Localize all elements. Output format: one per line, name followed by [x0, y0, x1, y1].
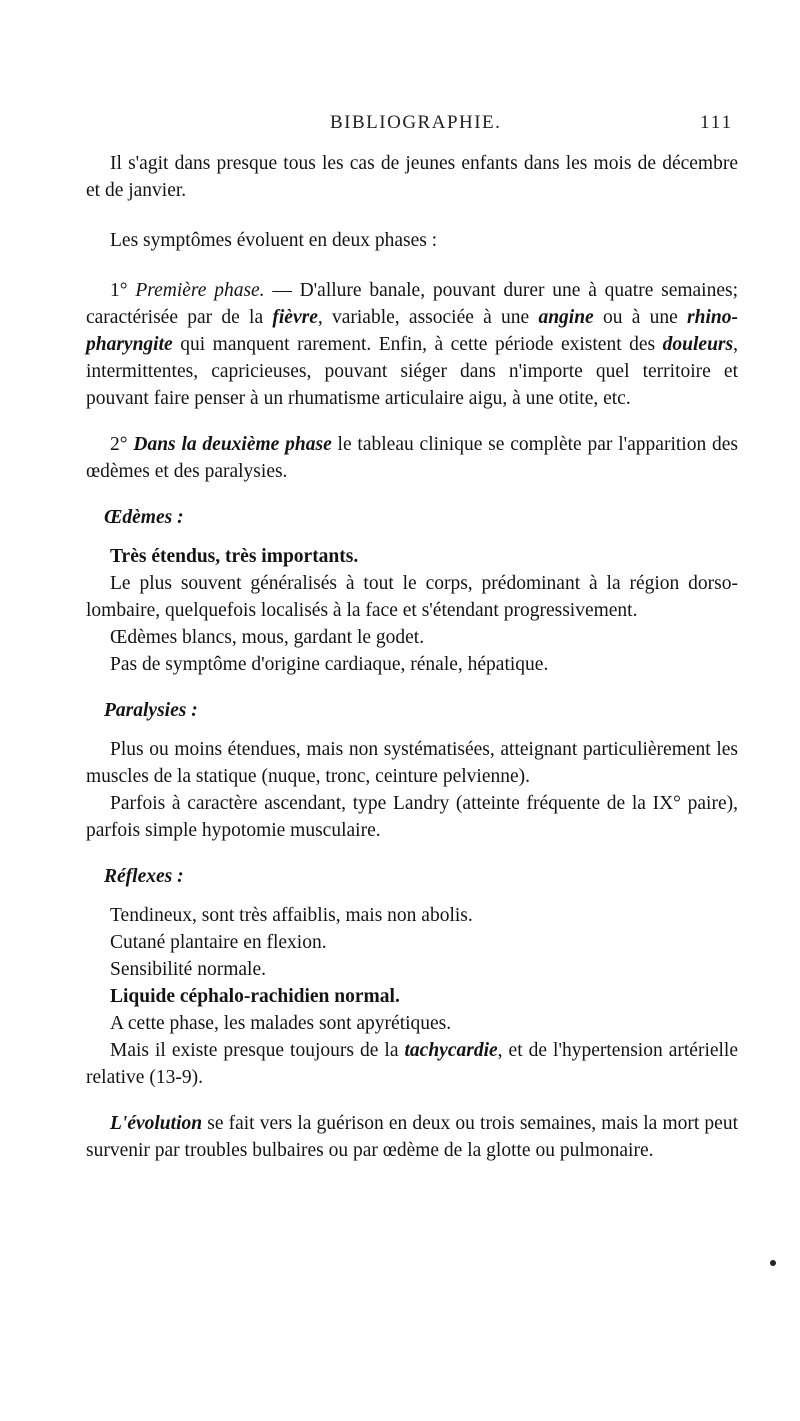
term-tachycardie: tachycardie: [404, 1040, 498, 1061]
evolution-paragraph: [86, 1110, 738, 1164]
phase-one-paragraph: [86, 277, 738, 412]
reflexes-line: Sensibilité normale.: [110, 959, 266, 980]
phase-two-text: le tableau clinique se complète par l'apparition des œdèmes et des paralysies.: [86, 434, 739, 482]
phase-one-text: ou à une: [593, 307, 688, 328]
paralysies-line: Parfois à caractère ascendant, type Landry (atteinte fréquente de la IX° paire), parfois simple hypotomie musculaire.: [86, 793, 738, 841]
page-header: [0, 112, 800, 142]
reflexes-heading: Réflexes :: [104, 866, 184, 887]
reflexes-text: Mais il existe presque toujours de la: [110, 1040, 405, 1061]
oedemes-line: Pas de symptôme d'origine cardiaque, rénale, hépatique.: [110, 654, 549, 675]
reflexes-line: Tendineux, sont très affaiblis, mais non abolis.: [110, 905, 473, 926]
phase-one-text: , variable, associée à une: [317, 307, 539, 328]
oedemes-line: Très étendus, très importants.: [110, 546, 359, 567]
phases-intro: Les symptômes évoluent en deux phases :: [110, 230, 438, 251]
reflexes-text: , et de l'hypertension artérielle relative (13-9).: [86, 1040, 739, 1088]
phase-two-paragraph: [86, 431, 738, 485]
phase-one-text: — D'allure banale, pouvant durer une à quatre semaines; caractérisée par de la: [86, 280, 738, 328]
paralysies-heading: Paralysies :: [104, 700, 198, 721]
reflexes-line: [86, 1037, 738, 1091]
term-fievre: fièvre: [272, 307, 318, 328]
phase-one-label: Première phase.: [135, 280, 265, 301]
term-angine: angine: [538, 307, 594, 328]
margin-mark: [770, 1260, 776, 1266]
term-rhino: rhino-pharyngite: [86, 307, 738, 355]
reflexes-line: Liquide céphalo-rachidien normal.: [110, 986, 400, 1007]
evolution-text: se fait vers la guérison en deux ou trois semaines, mais la mort peut survenir par troubles bulbaires ou par œdème de la glotte ou pulmonaire.: [86, 1113, 738, 1161]
oedemes-line: Le plus souvent généralisés à tout le corps, prédominant à la région dorso-lombaire, quelquefois localisés à la face et s'étendant progressivement.: [86, 573, 738, 621]
evolution-label: L'évolution: [110, 1113, 203, 1134]
paralysies-line: Plus ou moins étendues, mais non systématisées, atteignant particulièrement les muscles de la statique (nuque, tronc, ceinture pelvienne).: [86, 739, 738, 787]
phase-two-label: Dans la deuxième phase: [133, 434, 332, 455]
term-douleurs: douleurs: [662, 334, 734, 355]
phase-one-text: qui manquent rarement. Enfin, à cette période existent des: [172, 334, 663, 355]
intro-paragraph: Il s'agit dans presque tous les cas de jeunes enfants dans les mois de décembre et de janvier.: [86, 153, 738, 201]
running-head: BIBLIOGRAPHIE.: [330, 112, 502, 133]
phase-one-number: 1°: [110, 280, 128, 301]
reflexes-line: A cette phase, les malades sont apyrétiques.: [110, 1013, 452, 1034]
reflexes-line: Cutané plantaire en flexion.: [110, 932, 327, 953]
body-text: [86, 150, 738, 1164]
page-number: 111: [700, 112, 734, 133]
oedemes-heading: Œdèmes :: [104, 507, 184, 528]
oedemes-line: Œdèmes blancs, mous, gardant le godet.: [110, 627, 425, 648]
phase-two-number: 2°: [110, 434, 128, 455]
phase-one-text: , intermittentes, capricieuses, pouvant siéger dans n'importe quel territoire et pouvant faire penser à un rhumatisme articulaire aigu, à une otite, etc.: [86, 334, 738, 409]
